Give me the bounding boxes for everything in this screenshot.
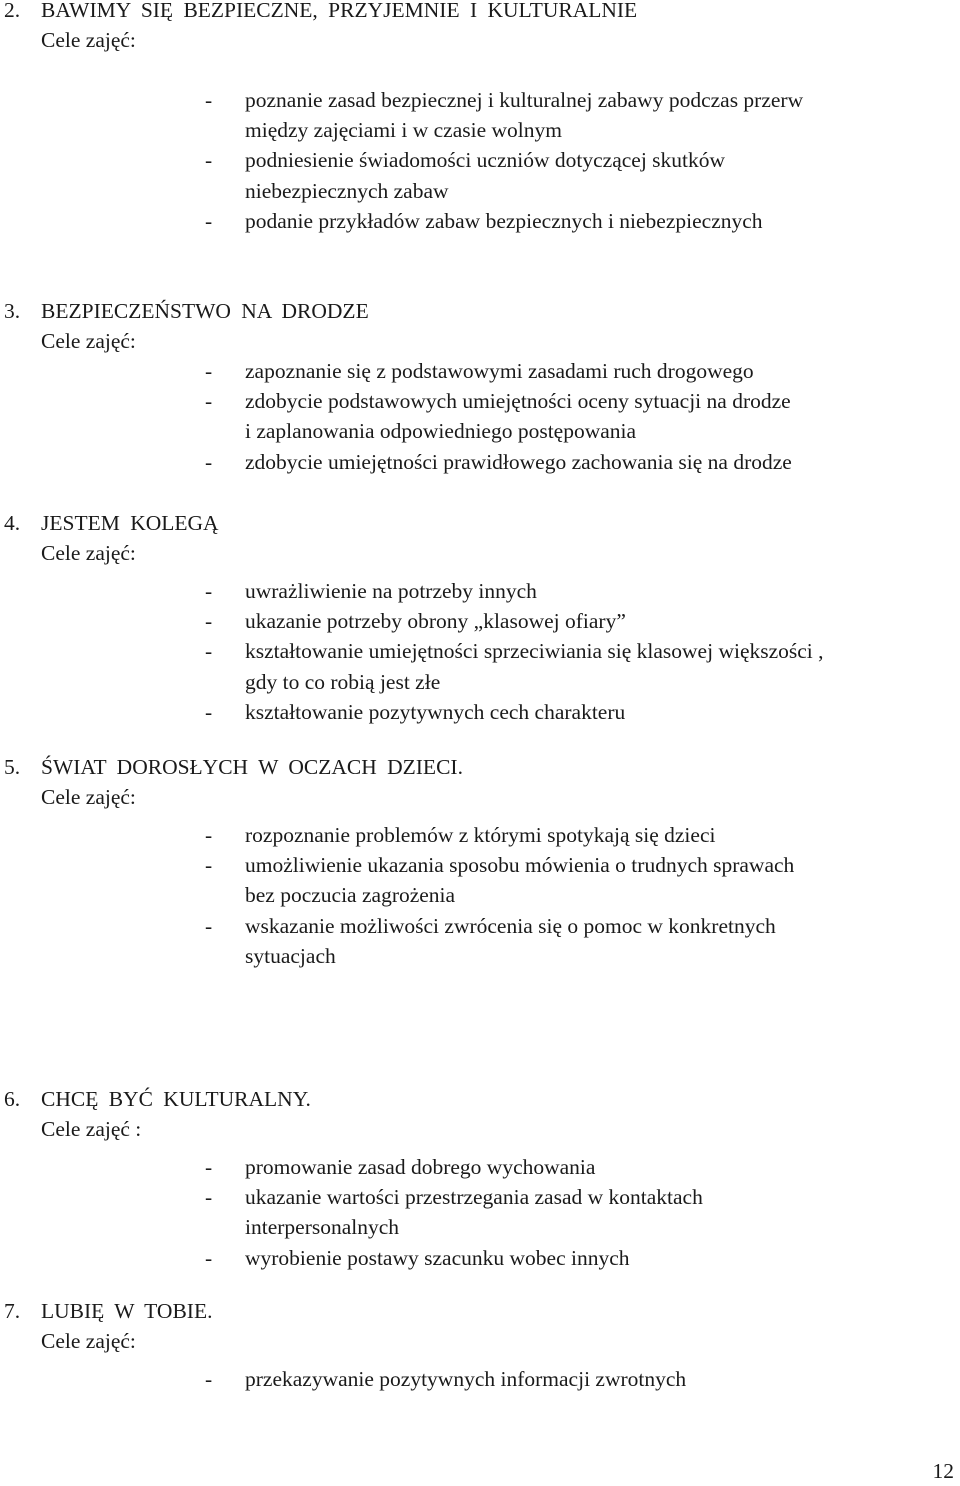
- list-dash: -: [205, 913, 213, 938]
- list-item: [0, 1152, 960, 1182]
- goals-label: Cele zajęć:: [41, 785, 136, 809]
- list-item-text: umożliwienie ukazania sposobu mówienia o trudnych sprawach bez poczucia zagrożenia: [245, 853, 795, 908]
- section-heading: [0, 752, 960, 782]
- section-number: 7.: [4, 1299, 21, 1323]
- section-4: [0, 508, 960, 727]
- list-dash: -: [205, 579, 213, 603]
- list-item-text: kształtowanie umiejętności sprzeciwiania się klasowej większości , gdy to co robią jest złe: [245, 639, 824, 694]
- goals-list: [0, 820, 960, 971]
- list-item-text: promowanie zasad dobrego wychowania: [245, 1155, 596, 1179]
- list-item: [0, 1243, 960, 1273]
- section-heading: [0, 1084, 960, 1114]
- list-item-text: rozpoznanie problemów z którymi spotykają się dzieci: [245, 823, 716, 847]
- list-item: [0, 1364, 960, 1394]
- list-dash: -: [205, 699, 213, 724]
- section-title: ŚWIAT DOROSŁYCH W OCZACH DZIECI.: [41, 755, 463, 779]
- goals-list: [0, 1364, 960, 1394]
- goals-label: Cele zajęć:: [41, 28, 136, 52]
- list-item-text: podniesienie świadomości uczniów dotyczącej skutków niebezpiecznych zabaw: [245, 148, 726, 203]
- list-item: [0, 636, 960, 696]
- list-dash: -: [205, 639, 213, 664]
- section-number: 5.: [4, 755, 21, 779]
- list-dash: -: [205, 88, 213, 112]
- section-title: BEZPIECZEŃSTWO NA DRODZE: [41, 299, 369, 323]
- goals-list: [0, 356, 960, 477]
- goals-label: Cele zajęć:: [41, 329, 136, 353]
- list-item: [0, 576, 960, 606]
- section-number: 2.: [4, 0, 21, 22]
- goals-list: [0, 1152, 960, 1273]
- page-number: 12: [932, 1459, 954, 1483]
- list-item-text: uwrażliwienie na potrzeby innych: [245, 579, 537, 603]
- list-item: [0, 386, 960, 446]
- list-item: [0, 911, 960, 971]
- list-item: [0, 1182, 960, 1242]
- list-item: [0, 820, 960, 850]
- list-item: [0, 206, 960, 236]
- list-item-text: kształtowanie pozytywnych cech charakteru: [245, 699, 626, 724]
- list-item: [0, 606, 960, 636]
- goals-list: [0, 576, 960, 727]
- list-dash: -: [205, 1155, 213, 1179]
- list-item-text: poznanie zasad bezpiecznej i kulturalnej zabawy podczas przerw między zajęciami i w czasie wolnym: [245, 88, 804, 143]
- list-dash: -: [205, 1185, 213, 1210]
- section-number: 3.: [4, 299, 21, 323]
- list-dash: -: [205, 359, 213, 383]
- section-number: 6.: [4, 1087, 21, 1111]
- section-title: LUBIĘ W TOBIE.: [41, 1299, 213, 1323]
- section-heading: [0, 0, 960, 25]
- list-item-text: zdobycie podstawowych umiejętności oceny sytuacji na drodze i zaplanowania odpowiedniego postępowania: [245, 389, 791, 444]
- list-dash: -: [205, 853, 213, 878]
- list-dash: -: [205, 1367, 213, 1391]
- list-dash: -: [205, 208, 213, 233]
- section-heading: [0, 508, 960, 538]
- goals-label: Cele zajęć :: [41, 1117, 142, 1141]
- list-dash: -: [205, 389, 213, 414]
- list-item-text: zdobycie umiejętności prawidłowego zachowania się na drodze: [245, 449, 792, 474]
- section-title: BAWIMY SIĘ BEZPIECZNE, PRZYJEMNIE I KULTURALNIE: [41, 0, 638, 22]
- list-dash: -: [205, 609, 213, 634]
- section-title: CHCĘ BYĆ KULTURALNY.: [41, 1087, 311, 1111]
- section-2: [0, 0, 960, 236]
- list-item-text: przekazywanie pozytywnych informacji zwrotnych: [245, 1367, 687, 1391]
- section-heading: [0, 1296, 960, 1326]
- goals-list: [0, 85, 960, 236]
- goals-label: Cele zajęć:: [41, 541, 136, 565]
- section-5: [0, 752, 960, 971]
- list-item: [0, 697, 960, 727]
- goals-label: Cele zajęć:: [41, 1329, 136, 1353]
- list-item: [0, 850, 960, 910]
- list-item: [0, 356, 960, 386]
- list-item: [0, 85, 960, 145]
- section-title: JESTEM KOLEGĄ: [41, 511, 219, 535]
- list-item: [0, 447, 960, 477]
- list-dash: -: [205, 823, 213, 847]
- section-3: [0, 296, 960, 477]
- list-item-text: podanie przykładów zabaw bezpiecznych i niebezpiecznych: [245, 208, 763, 233]
- list-item-text: zapoznanie się z podstawowymi zasadami ruch drogowego: [245, 359, 754, 383]
- list-item-text: ukazanie potrzeby obrony „klasowej ofiary”: [245, 609, 626, 634]
- list-item-text: wyrobienie postawy szacunku wobec innych: [245, 1245, 630, 1270]
- section-heading: [0, 296, 960, 326]
- list-item-text: ukazanie wartości przestrzegania zasad w kontaktach interpersonalnych: [245, 1185, 703, 1240]
- section-6: [0, 1084, 960, 1273]
- list-item-text: wskazanie możliwości zwrócenia się o pomoc w konkretnych sytuacjach: [245, 913, 776, 968]
- list-item: [0, 145, 960, 205]
- section-7: [0, 1296, 960, 1394]
- list-dash: -: [205, 449, 213, 474]
- list-dash: -: [205, 148, 213, 173]
- section-number: 4.: [4, 511, 21, 535]
- list-dash: -: [205, 1245, 213, 1270]
